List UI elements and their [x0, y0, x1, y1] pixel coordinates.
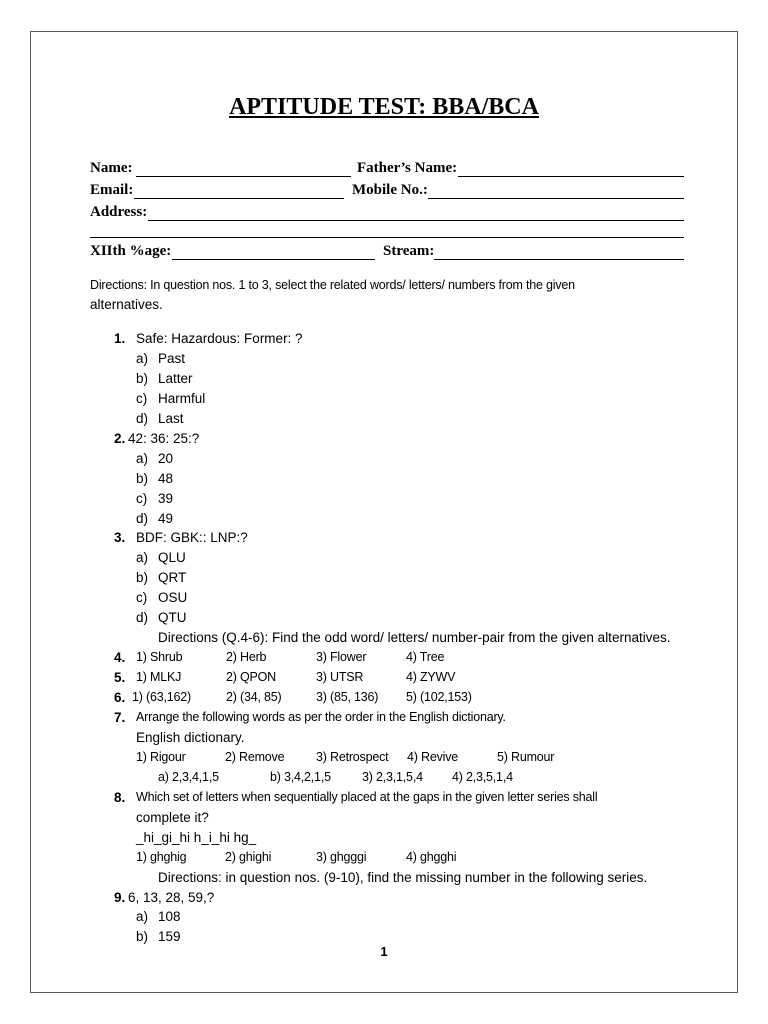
- q7-answer-3: 3) 2,3,1,5,4: [362, 770, 423, 784]
- q1-text: Safe: Hazardous: Former: ?: [136, 331, 303, 346]
- q1-option-b-label: b): [136, 371, 149, 386]
- q5-option-2: 2) QPON: [226, 670, 276, 684]
- q9-number: 9.: [114, 890, 126, 905]
- q6-option-3: 3) (85, 136): [316, 690, 379, 704]
- directions-2: Directions (Q.4-6): Find the odd word/ letters/ number-pair from the given alternatives.: [158, 630, 671, 645]
- q9-option-b-label: b): [136, 929, 149, 944]
- q7-answer-a: a) 2,3,4,1,5: [158, 770, 219, 784]
- email-field[interactable]: [134, 198, 344, 199]
- name-field[interactable]: [136, 176, 351, 177]
- q3-number: 3.: [114, 530, 126, 545]
- page-number: 1: [380, 944, 388, 959]
- q3-option-b: QRT: [158, 570, 187, 585]
- q8-option-1: 1) ghghig: [136, 850, 187, 864]
- q4-option-1: 1) Shrub: [136, 650, 183, 664]
- q3-option-c-label: c): [136, 590, 148, 605]
- address-field[interactable]: [148, 220, 684, 221]
- q3-option-d: QTU: [158, 610, 187, 625]
- q9-option-a-label: a): [136, 909, 149, 924]
- q2-option-a: 20: [158, 451, 174, 466]
- fathers-name-label: Father’s Name:: [357, 160, 458, 176]
- q4-option-3: 3) Flower: [316, 650, 367, 664]
- q2-option-c: 39: [158, 491, 174, 506]
- fathers-name-field[interactable]: [458, 176, 684, 177]
- stream-label: Stream:: [383, 243, 435, 259]
- q1-number: 1.: [114, 331, 126, 346]
- q7-number: 7.: [114, 710, 126, 725]
- q3-option-d-label: d): [136, 610, 149, 625]
- q4-number: 4.: [114, 650, 126, 665]
- q2-option-a-label: a): [136, 451, 149, 466]
- xiith-field[interactable]: [172, 259, 375, 260]
- q1-option-b: Latter: [158, 371, 193, 386]
- q6-option-1: 1) (63,162): [132, 690, 191, 704]
- mobile-label: Mobile No.:: [352, 182, 428, 198]
- q3-option-a: QLU: [158, 550, 186, 565]
- q2-option-b: 48: [158, 471, 174, 486]
- q8-text: Which set of letters when sequentially placed at the gaps in the given letter series shall: [136, 790, 598, 804]
- q1-option-c: Harmful: [158, 391, 206, 406]
- q7-text: Arrange the following words as per the order in the English dictionary.: [136, 710, 506, 724]
- q2-text: 42: 36: 25:?: [128, 431, 200, 446]
- stream-field[interactable]: [434, 259, 684, 260]
- q5-number: 5.: [114, 670, 126, 685]
- q6-option-2: 2) (34, 85): [226, 690, 282, 704]
- q2-option-d: 49: [158, 511, 174, 526]
- q6-number: 6.: [114, 690, 126, 705]
- q8-number: 8.: [114, 790, 126, 805]
- q2-option-b-label: b): [136, 471, 149, 486]
- q7-word-5: 5) Rumour: [497, 750, 555, 764]
- q1-option-a-label: a): [136, 351, 149, 366]
- q3-text: BDF: GBK:: LNP:?: [136, 530, 248, 545]
- address-field-line-2[interactable]: [90, 237, 684, 238]
- q1-option-c-label: c): [136, 391, 148, 406]
- q4-option-2: 2) Herb: [226, 650, 267, 664]
- email-label: Email:: [90, 182, 134, 198]
- q5-option-3: 3) UTSR: [316, 670, 364, 684]
- directions-1-line-1: Directions: In question nos. 1 to 3, select the related words/ letters/ numbers from the given: [90, 278, 575, 292]
- page-title: APTITUDE TEST: BBA/BCA: [229, 94, 539, 120]
- q7-text-2: English dictionary.: [136, 730, 245, 745]
- q7-word-4: 4) Revive: [407, 750, 458, 764]
- q8-option-4: 4) ghgghi: [406, 850, 457, 864]
- q3-option-b-label: b): [136, 570, 149, 585]
- q5-option-1: 1) MLKJ: [136, 670, 182, 684]
- q7-word-2: 2) Remove: [225, 750, 285, 764]
- q1-option-a: Past: [158, 351, 186, 366]
- q9-option-b: 159: [158, 929, 181, 944]
- q8-option-2: 2) ghighi: [225, 850, 272, 864]
- q8-text-2: complete it?: [136, 810, 209, 825]
- q7-answer-b: b) 3,4,2,1,5: [270, 770, 331, 784]
- q3-option-c: OSU: [158, 590, 188, 605]
- q7-word-3: 3) Retrospect: [316, 750, 389, 764]
- q7-answer-4: 4) 2,3,5,1,4: [452, 770, 513, 784]
- q9-text: 6, 13, 28, 59,?: [128, 890, 215, 905]
- q8-option-3: 3) ghgggi: [316, 850, 367, 864]
- xiith-label: XIIth %age:: [90, 243, 172, 259]
- q3-option-a-label: a): [136, 550, 149, 565]
- directions-3: Directions: in question nos. (9-10), find the missing number in the following series.: [158, 870, 648, 885]
- q2-option-c-label: c): [136, 491, 148, 506]
- q6-option-4: 5) (102,153): [406, 690, 472, 704]
- q2-option-d-label: d): [136, 511, 149, 526]
- address-label: Address:: [90, 204, 148, 220]
- q1-option-d: Last: [158, 411, 184, 426]
- q7-word-1: 1) Rigour: [136, 750, 186, 764]
- name-label: Name:: [90, 160, 133, 176]
- q1-option-d-label: d): [136, 411, 149, 426]
- q9-option-a: 108: [158, 909, 181, 924]
- q8-series: _hi_gi_hi h_i_hi hg_: [136, 830, 257, 845]
- q5-option-4: 4) ZYWV: [406, 670, 456, 684]
- q4-option-4: 4) Tree: [406, 650, 445, 664]
- directions-1-line-2: alternatives.: [90, 297, 163, 312]
- q2-number: 2.: [114, 431, 126, 446]
- mobile-field[interactable]: [428, 198, 684, 199]
